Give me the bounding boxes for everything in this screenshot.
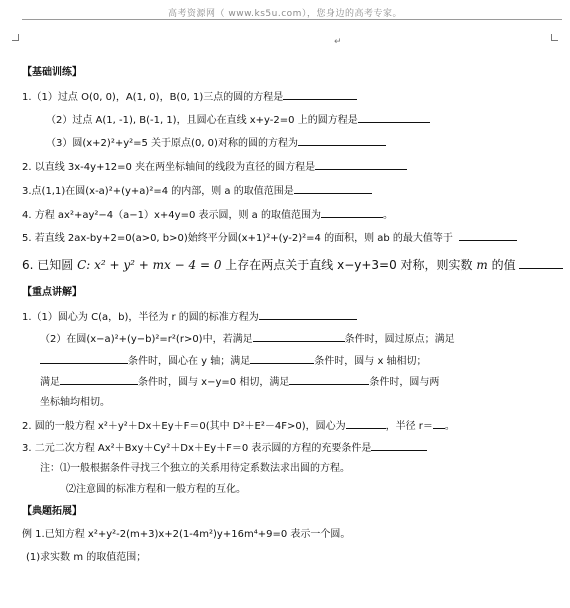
header-rule — [22, 19, 562, 20]
key-text: 条件时，圆心在 y 轴；满足 — [128, 356, 251, 367]
question-5 — [22, 231, 517, 245]
example-1: 例 1.已知方程 x²+y²-2(m+3)x+2(1-4m²)y+16m⁴+9=0 表示一个圆。 — [22, 529, 351, 540]
answer-blank — [298, 136, 386, 146]
key-text: 条件时，圆与 x 轴相切； — [314, 356, 427, 367]
answer-blank — [315, 160, 407, 170]
answer-blank — [519, 257, 563, 269]
key-point-4 — [22, 441, 427, 455]
key-text: 满足 — [40, 377, 60, 388]
answer-blank — [346, 419, 386, 429]
section-title-typical: 【典题拓展】 — [22, 506, 82, 517]
question-text: 的值 — [491, 258, 516, 272]
answer-blank — [289, 375, 369, 385]
math-expression: C: x² + y² + mx − 4 = 0 — [77, 258, 222, 272]
question-text: 6. 已知圆 — [22, 258, 74, 272]
page-header: 高考资源网（ www.ks5u.com），您身边的高考专家。 — [168, 9, 402, 19]
question-text: （2）过点 A(1, -1), B(-1, 1)，且圆心在直线 x+y-2=0 上的圆方程是 — [46, 115, 358, 126]
question-1-2 — [46, 113, 430, 127]
key-text: 条件时，圆过原点；满足 — [344, 334, 455, 345]
section-title-key: 【重点讲解】 — [22, 287, 82, 298]
question-4: 4. 方程 ax²+ay²−4（a−1）x+4y=0 表示圆，则 a 的取值范围为 。 — [22, 210, 393, 221]
key-text: 3. 二元二次方程 Ax²＋Bxy＋Cy²＋Dx＋Ey＋F＝0 表示圆的方程的充要条件是 — [22, 443, 372, 454]
key-text: 。 — [444, 421, 455, 432]
answer-blank — [321, 208, 383, 218]
note-1: 注：⑴一般根据条件寻找三个独立的关系用待定系数法求出圆的方程。 — [40, 463, 350, 474]
key-point-3 — [22, 419, 455, 433]
question-text: 3.点(1,1)在圆(x-a)²+(y+a)²=4 的内部，则 a 的取值范围是 — [22, 186, 294, 197]
key-point-1 — [22, 310, 357, 324]
key-point-2-line4: 坐标轴均相切。 — [40, 397, 110, 408]
example-1-part-1: (1)求实数 m 的取值范围； — [26, 552, 147, 563]
key-point-2-line3 — [40, 375, 439, 389]
question-text: （3）圆(x+2)²+y²=5 关于原点(0, 0)对称的圆的方程为 — [46, 138, 298, 149]
answer-blank — [60, 375, 138, 385]
key-text: 2. 圆的一般方程 x²＋y²＋Dx＋Ey＋F＝0(其中 D²＋E²－4F>0)，圆心为 — [22, 421, 346, 432]
question-text: 5. 若直线 2ax-by+2=0(a>0, b>0)始终平分圆(x+1)²+(y-2)²=4 的面积，则 ab 的最大值等于 — [22, 233, 453, 244]
question-text: 4. 方程 ax²+ay²−4（a−1）x+4y=0 表示圆，则 a 的取值范围为 — [22, 210, 321, 221]
key-text: ，半径 r＝ — [385, 421, 433, 432]
key-point-2-line1 — [40, 332, 455, 346]
question-1-3 — [46, 136, 386, 150]
answer-blank — [358, 113, 430, 123]
question-text: 1.（1）过点 O(0, 0)，A(1, 0)，B(0, 1)三点的圆的方程是 — [22, 92, 284, 103]
question-6 — [22, 257, 563, 272]
answer-blank — [433, 419, 445, 429]
paragraph-mark: ↵ — [334, 37, 342, 47]
question-1-1 — [22, 90, 357, 104]
key-text: 条件时，圆与两 — [369, 377, 440, 388]
question-2 — [22, 160, 407, 174]
margin-corner-mark — [12, 34, 19, 41]
key-text: 1.（1）圆心为 C(a，b)，半径为 r 的圆的标准方程为 — [22, 312, 259, 323]
answer-blank — [283, 90, 357, 100]
question-text: 上存在两点关于直线 x−y+3=0 对称，则实数 — [225, 258, 473, 272]
section-title-basic: 【基础训练】 — [22, 67, 82, 78]
answer-blank — [40, 354, 128, 364]
math-variable: m — [476, 258, 488, 272]
answer-blank — [250, 354, 314, 364]
answer-blank — [294, 184, 372, 194]
answer-blank — [459, 231, 517, 241]
key-text: 条件时，圆与 x−y=0 相切，满足 — [138, 377, 290, 388]
key-point-2-line2 — [40, 354, 427, 368]
answer-blank — [259, 310, 357, 320]
question-text: 2. 以直线 3x-4y+12=0 夹在两坐标轴间的线段为直径的圆方程是 — [22, 162, 316, 173]
margin-corner-mark — [551, 34, 558, 41]
answer-blank — [371, 441, 427, 451]
note-2: ⑵注意圆的标准方程和一般方程的互化。 — [66, 484, 246, 495]
key-text: （2）在圆(x−a)²+(y−b)²=r²(r>0)中，若满足 — [40, 334, 253, 345]
answer-blank — [253, 332, 345, 342]
question-3 — [22, 184, 372, 198]
